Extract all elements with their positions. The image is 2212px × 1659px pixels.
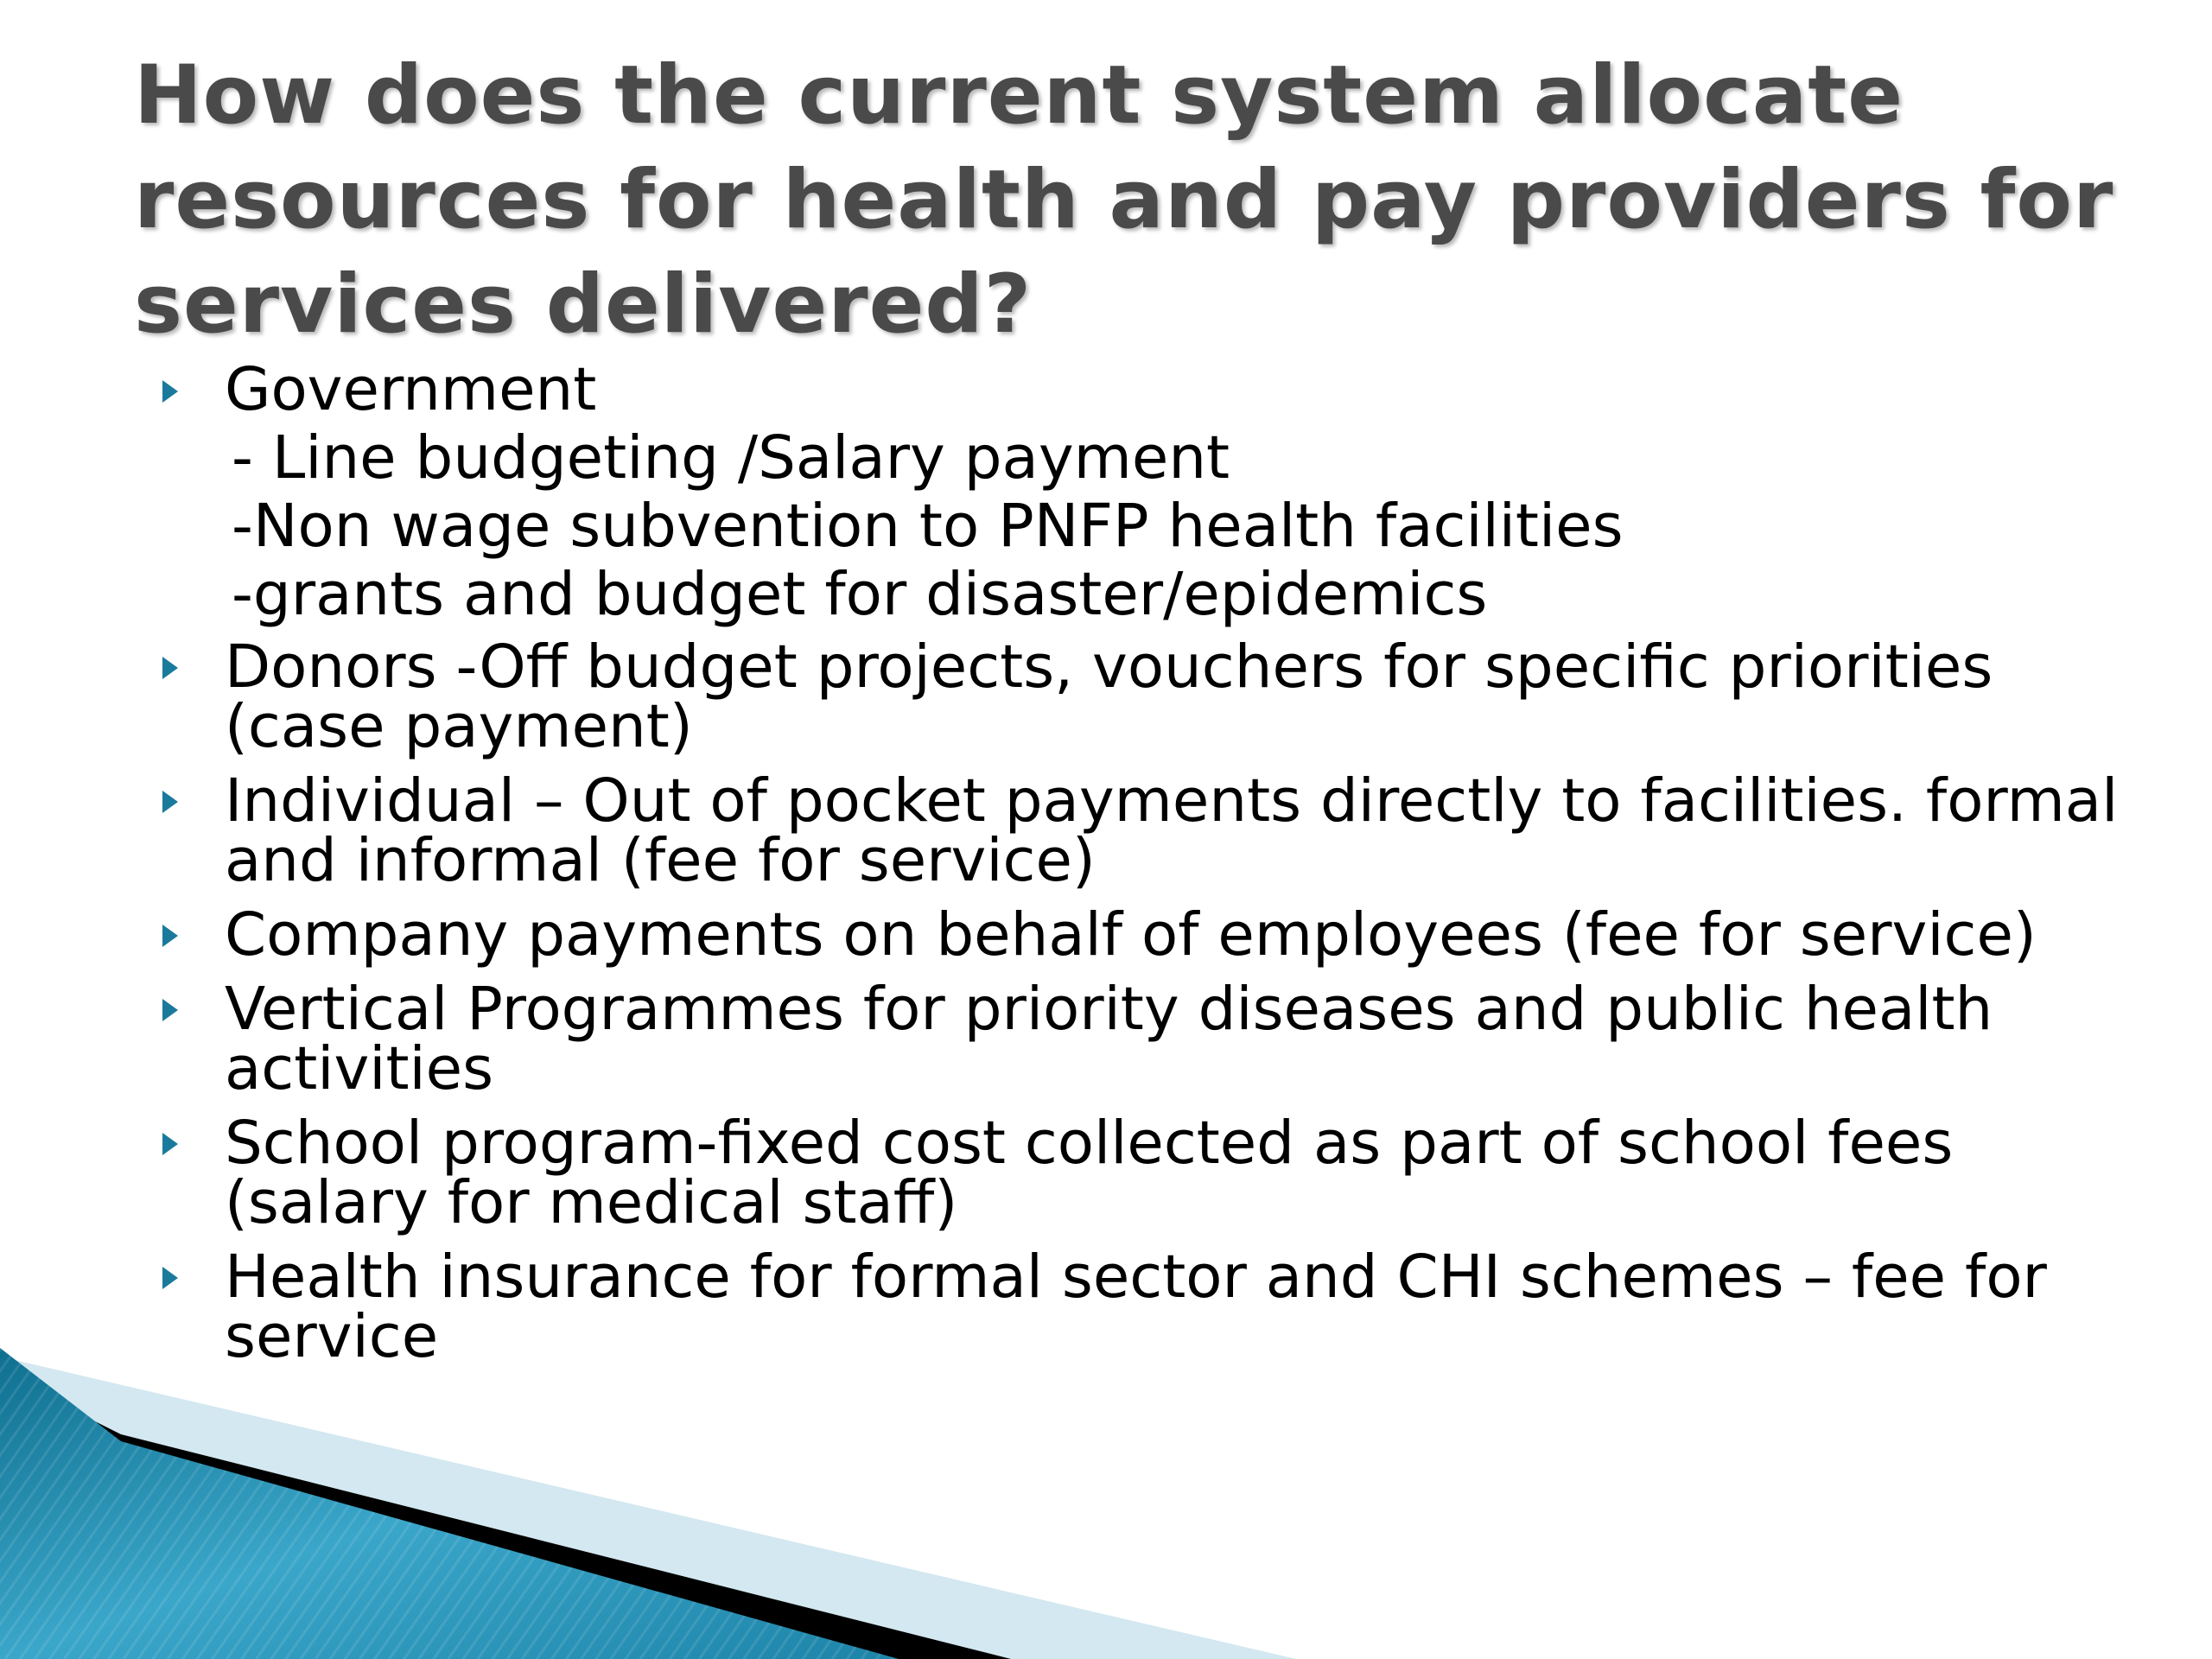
slide-title: How does the current system allocate resources for health and pay providers for services delivered? (134, 48, 2114, 352)
list-item-individual (156, 766, 2143, 895)
bullet-text: Health insurance for formal sector and CHI schemes – fee for service (225, 1243, 2047, 1371)
list-item-vertical-programmes (156, 975, 2143, 1103)
triangle-bullet-icon (162, 657, 178, 679)
bullet-text: Company payments on behalf of employees (fee for service) (225, 900, 2037, 969)
slide-bottom-decoration (0, 1348, 2212, 1659)
bullet-text: Vertical Programmes for priority diseases and public health activities (225, 975, 1993, 1103)
list-item-company (156, 900, 2143, 969)
triangle-bullet-icon (162, 1267, 178, 1289)
bullet-text: School program-fixed cost collected as part of school fees (salary for medical staff) (225, 1109, 1954, 1237)
triangle-bullet-icon (162, 380, 178, 403)
bullet-text: Donors -Off budget projects, vouchers for specific priorities (case payment) (225, 632, 1993, 761)
triangle-bullet-icon (162, 1133, 178, 1155)
bullet-list (156, 356, 2143, 1382)
sub-item: - Line budgeting /Salary payment (232, 423, 1230, 493)
bullet-text: Government (225, 355, 597, 424)
sub-item: -Non wage subvention to PNFP health facilities (232, 492, 1624, 561)
list-item-donors (156, 632, 2143, 761)
triangle-bullet-icon (162, 925, 178, 947)
triangle-bullet-icon (162, 999, 178, 1021)
bullet-text: Individual – Out of pocket payments directly to facilities. formal and informal (fee for service) (225, 766, 2119, 895)
list-item-government (156, 356, 2143, 629)
list-item-school-program (156, 1109, 2143, 1237)
sub-item: -grants and budget for disaster/epidemics (232, 560, 1488, 629)
triangle-bullet-icon (162, 791, 178, 813)
